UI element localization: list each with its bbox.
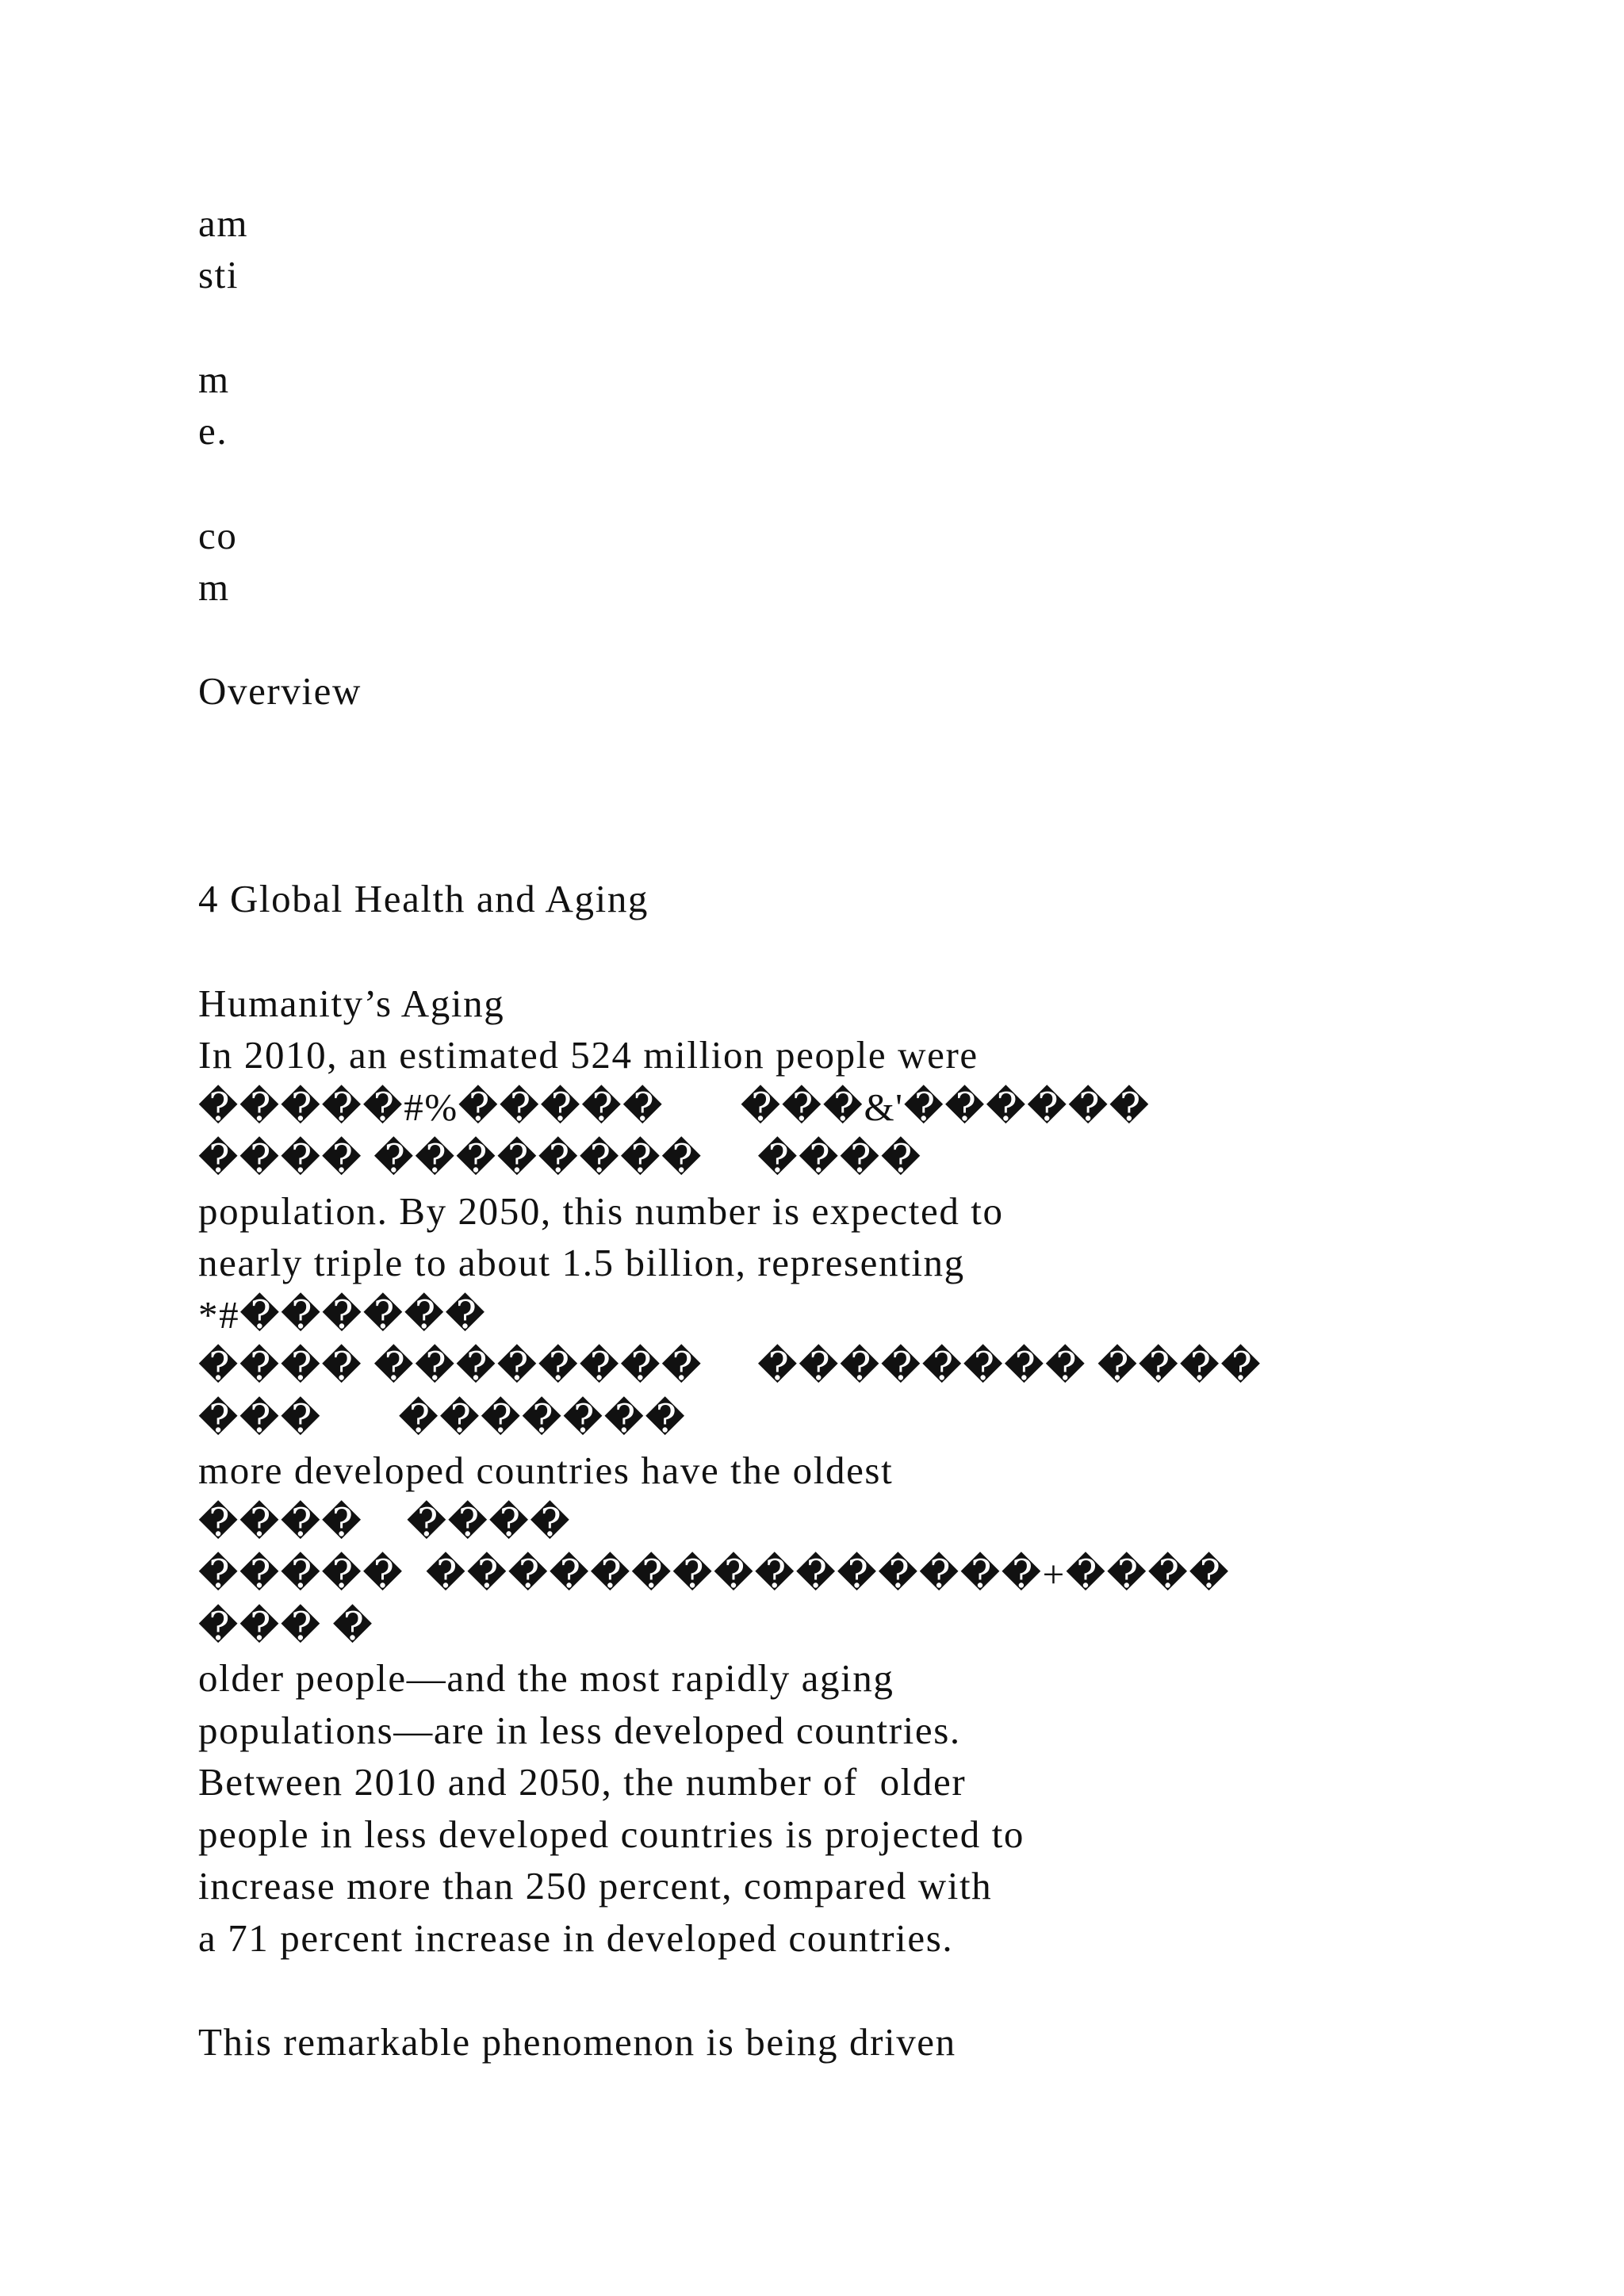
garbled-line: ����� ���������������+����: [198, 1552, 1231, 1596]
section-heading-overview: Overview: [198, 669, 362, 713]
text-line: Between 2010 and 2050, the number of older: [198, 1760, 967, 1804]
garbled-line: ���� �������� �������� ����: [198, 1345, 1262, 1388]
text-line: nearly triple to about 1.5 billion, representing: [198, 1241, 965, 1284]
garbled-line: ��� �: [198, 1605, 374, 1648]
garbled-line: �����#%����� ���&'������: [198, 1085, 1151, 1129]
text-line: sti: [198, 253, 239, 297]
garbled-line: *#������: [198, 1293, 487, 1337]
section-heading-global-health: 4 Global Health and Aging: [198, 877, 649, 920]
text-line: In 2010, an estimated 524 million people were: [198, 1033, 979, 1077]
text-line: a 71 percent increase in developed countries.: [198, 1916, 954, 1960]
garbled-line: ��� �������: [198, 1397, 687, 1441]
text-line: increase more than 250 percent, compared with: [198, 1864, 993, 1908]
text-line: This remarkable phenomenon is being driven: [198, 2020, 956, 2064]
text-line: more developed countries have the oldest: [198, 1448, 894, 1492]
text-line: m: [198, 358, 230, 401]
text-line: populations—are in less developed countries.: [198, 1709, 961, 1752]
text-line: people in less developed countries is projected to: [198, 1812, 1025, 1856]
garbled-line: ���� �������� ����: [198, 1137, 922, 1181]
text-line: older people—and the most rapidly aging: [198, 1656, 894, 1700]
text-line: co: [198, 514, 238, 557]
section-heading-humanity-aging: Humanity’s Aging: [198, 982, 505, 1025]
text-line: am: [198, 201, 249, 245]
text-line: e.: [198, 409, 228, 453]
text-line: m: [198, 565, 230, 609]
text-line: population. By 2050, this number is expected to: [198, 1189, 1004, 1233]
garbled-line: ���� ����: [198, 1501, 572, 1544]
